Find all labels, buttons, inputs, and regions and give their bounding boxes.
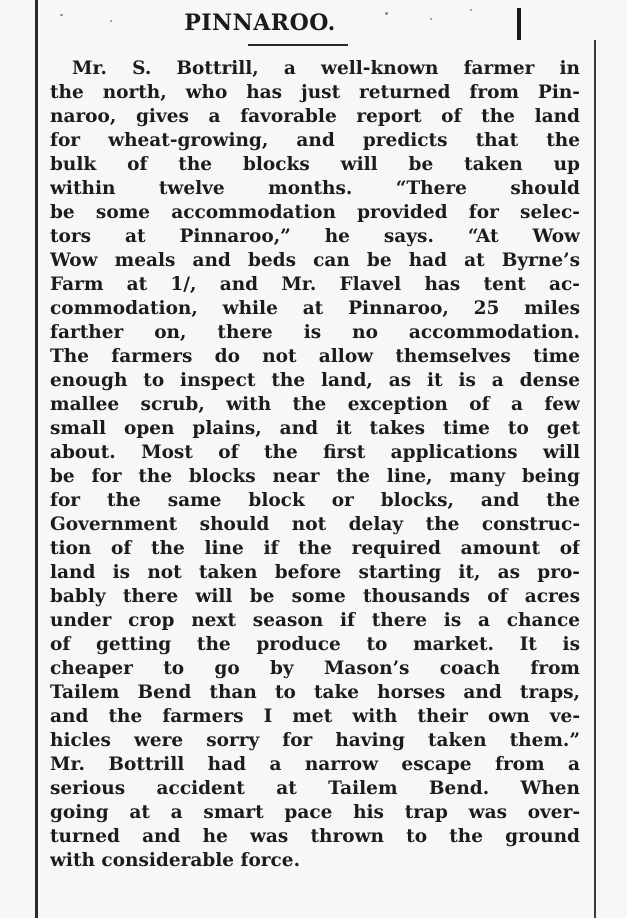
headline-rule [248,44,348,46]
text-line: tion of the line if the required amount of [50,538,580,559]
text-line: small open plains, and it takes time to get [50,418,580,439]
text-line: about. Most of the first applications will [50,442,580,463]
text-line: turned and he was thrown to the ground [50,826,580,847]
text-line: tors at Pinnaroo,” he says. “At Wow [50,226,580,247]
text-line: for wheat-growing, and predicts that the [50,130,580,151]
text-line: The farmers do not allow themselves time [50,346,580,367]
text-line: the north, who has just returned from Pin- [50,82,580,103]
text-line: going at a smart pace his trap was over- [50,802,580,823]
text-line: Farm at 1/, and Mr. Flavel has tent ac- [50,274,580,295]
text-line: of getting the produce to market. It is [50,634,580,655]
print-speck [470,9,472,11]
print-speck [385,12,388,15]
print-speck [60,14,63,16]
column-rule-right [594,40,596,918]
text-line: under crop next season if there is a chance [50,610,580,631]
text-line: Mr. S. Bottrill, a well-known farmer in [72,58,580,79]
text-line: within twelve months. “There should [50,178,580,199]
column-rule-left [35,0,38,918]
text-line: with considerable force. [50,850,301,871]
text-line: Tailem Bend than to take horses and traps, [50,682,580,703]
print-speck [110,20,112,22]
text-line: be some accommodation provided for selec- [50,202,580,223]
text-line: naroo, gives a favorable report of the land [50,106,580,127]
text-line: commodation, while at Pinnaroo, 25 miles [50,298,580,319]
text-line: serious accident at Tailem Bend. When [50,778,580,799]
text-line: land is not taken before starting it, as pro- [50,562,580,583]
text-line: Government should not delay the construc- [50,514,580,535]
column-rule-top-mark [517,8,521,40]
text-line: and the farmers I met with their own ve- [50,706,580,727]
text-line: mallee scrub, with the exception of a few [50,394,580,415]
text-line: cheaper to go by Mason’s coach from [50,658,580,679]
text-line: farther on, there is no accommodation. [50,322,580,343]
article-body [50,57,580,873]
text-line: bulk of the blocks will be taken up [50,154,580,175]
text-line: Wow meals and beds can be had at Byrne’s [50,250,580,271]
text-line: hicles were sorry for having taken them.” [50,730,580,751]
text-line: Mr. Bottrill had a narrow escape from a [50,754,580,775]
print-speck [430,18,432,20]
text-line: bably there will be some thousands of acres [50,586,580,607]
article-headline: PINNAROO. [184,10,336,36]
text-line: for the same block or blocks, and the [50,490,580,511]
text-line: enough to inspect the land, as it is a dense [50,370,580,391]
text-line: be for the blocks near the line, many being [50,466,580,487]
